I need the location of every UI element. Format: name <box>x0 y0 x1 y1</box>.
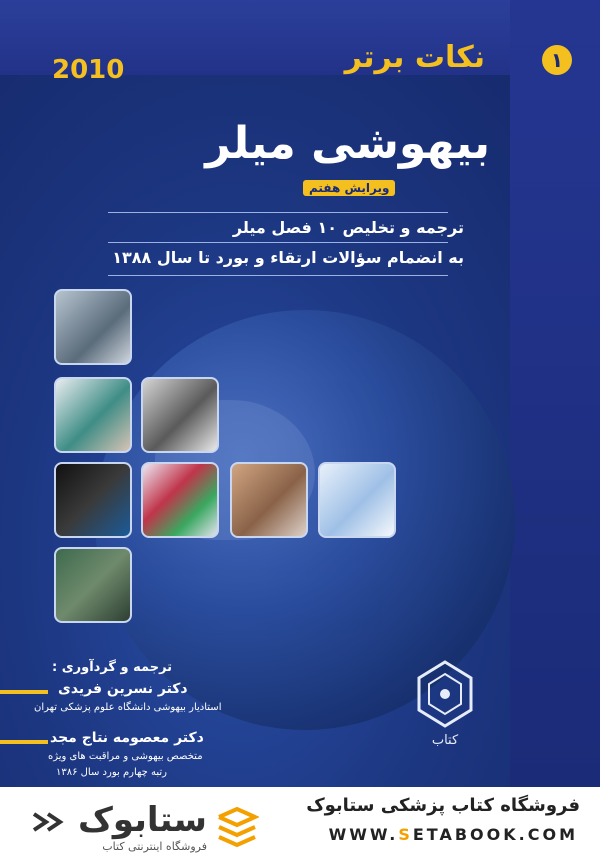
author-1-name: دکتر نسرین فریدی <box>58 681 188 697</box>
author-2-rank: رتبه چهارم بورد سال ۱۳۸۶ <box>56 767 167 778</box>
author-1-marker <box>0 690 48 694</box>
divider-bottom <box>108 275 448 276</box>
patient-oxygen-photo <box>230 462 308 538</box>
divider-middle <box>108 242 448 243</box>
author-1-title: استادیار بیهوشی دانشگاه علوم پزشکی تهران <box>34 702 222 713</box>
ultrasound-photo <box>54 462 132 538</box>
author-2-name: دکتر معصومه نتاج مجد <box>50 730 204 746</box>
website-highlight: S <box>398 825 413 844</box>
operating-room-photo <box>54 547 132 623</box>
molecule-photo <box>141 462 219 538</box>
shop-name: فروشگاه کتاب پزشکی ستابوک <box>306 795 580 816</box>
book-title: بیهوشی میلر <box>205 118 490 169</box>
author-2-title: متخصص بیهوشی و مراقبت های ویژه <box>48 751 203 762</box>
author-2-marker <box>0 740 48 744</box>
publisher-logo <box>415 660 475 750</box>
website-url[interactable] <box>329 825 578 844</box>
series-title: نکات برتر <box>344 40 485 75</box>
intubation-photo <box>54 377 132 453</box>
subtitle-1: ترجمه و تخلیص ۱۰ فصل میلر <box>232 218 464 237</box>
cover-right-band <box>510 0 600 787</box>
subtitle-2: به انضمام سؤالات ارتقاء و بورد تا سال ۱۳۸۸ <box>112 248 464 267</box>
edition-badge: ویرایش هفتم <box>303 180 395 196</box>
xray-photo <box>141 377 219 453</box>
publisher-logo-text: کتاب <box>431 733 459 748</box>
cover-year: 2010 <box>52 55 125 85</box>
website-prefix: WWW. <box>328 825 399 844</box>
brand-name: ستابوک <box>78 800 207 840</box>
compiled-by-label: ترجمه و گردآوری : <box>52 660 173 675</box>
endotracheal-tube-photo <box>318 462 396 538</box>
brand-subtitle: فروشگاه اینترنتی کتاب <box>102 840 207 853</box>
book-stack-icon <box>215 807 259 847</box>
website-suffix: ETABOOK.COM <box>412 825 578 844</box>
volume-number-badge: ۱ <box>542 45 572 75</box>
icu-photo <box>54 289 132 365</box>
setabook-logo <box>30 800 259 853</box>
divider-top <box>108 212 448 213</box>
setabook-chevron-icon <box>30 810 70 844</box>
